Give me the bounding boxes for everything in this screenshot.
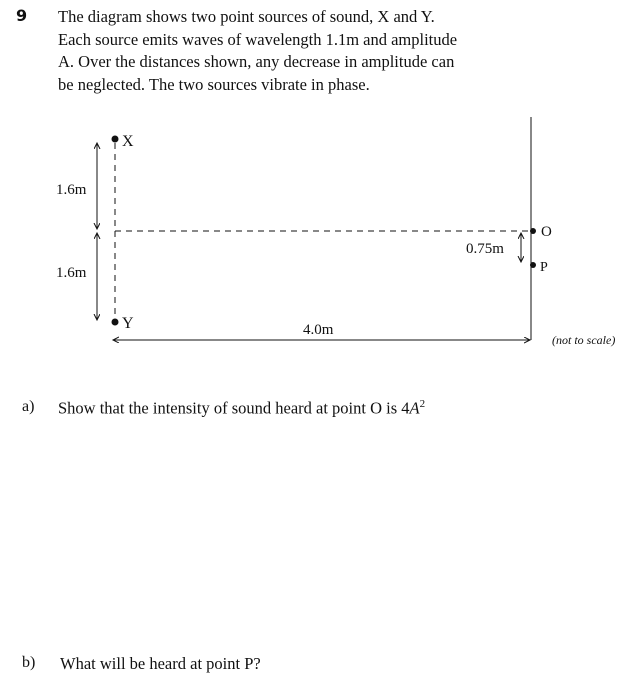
- point-o-label: O: [541, 224, 552, 240]
- lower-distance-label: 1.6m: [56, 265, 87, 281]
- part-a-text: Show that the intensity of sound heard at point O is 4: [58, 398, 410, 418]
- intro-line-4: be neglected. The two sources vibrate in phase.: [58, 74, 370, 94]
- point-p-dot: [530, 262, 536, 268]
- part-a-variable: A: [409, 398, 420, 418]
- part-b-question: What will be heard at point P?: [60, 654, 261, 673]
- source-y-label: Y: [122, 315, 134, 332]
- source-x-dot: [112, 136, 119, 143]
- point-o-dot: [530, 228, 536, 234]
- part-a-superscript: 2: [419, 398, 426, 410]
- part-a-label: a): [22, 398, 35, 415]
- question-number: 9: [16, 6, 28, 25]
- part-a-question: [58, 398, 425, 419]
- horizontal-distance-label: 4.0m: [303, 322, 334, 338]
- intro-line-2: Each source emits waves of wavelength 1.1m and amplitude: [58, 29, 458, 49]
- upper-distance-label: 1.6m: [56, 182, 87, 198]
- part-b-label: b): [22, 654, 36, 671]
- source-x-label: X: [122, 133, 134, 150]
- scale-note: (not to scale): [552, 333, 616, 347]
- point-p-label: P: [540, 260, 548, 275]
- source-y-dot: [112, 319, 119, 326]
- op-distance-label: 0.75m: [466, 241, 504, 257]
- intro-line-3: A. Over the distances shown, any decrease in amplitude can: [58, 52, 455, 71]
- intro-line-1: The diagram shows two point sources of sound, X and Y.: [58, 7, 435, 26]
